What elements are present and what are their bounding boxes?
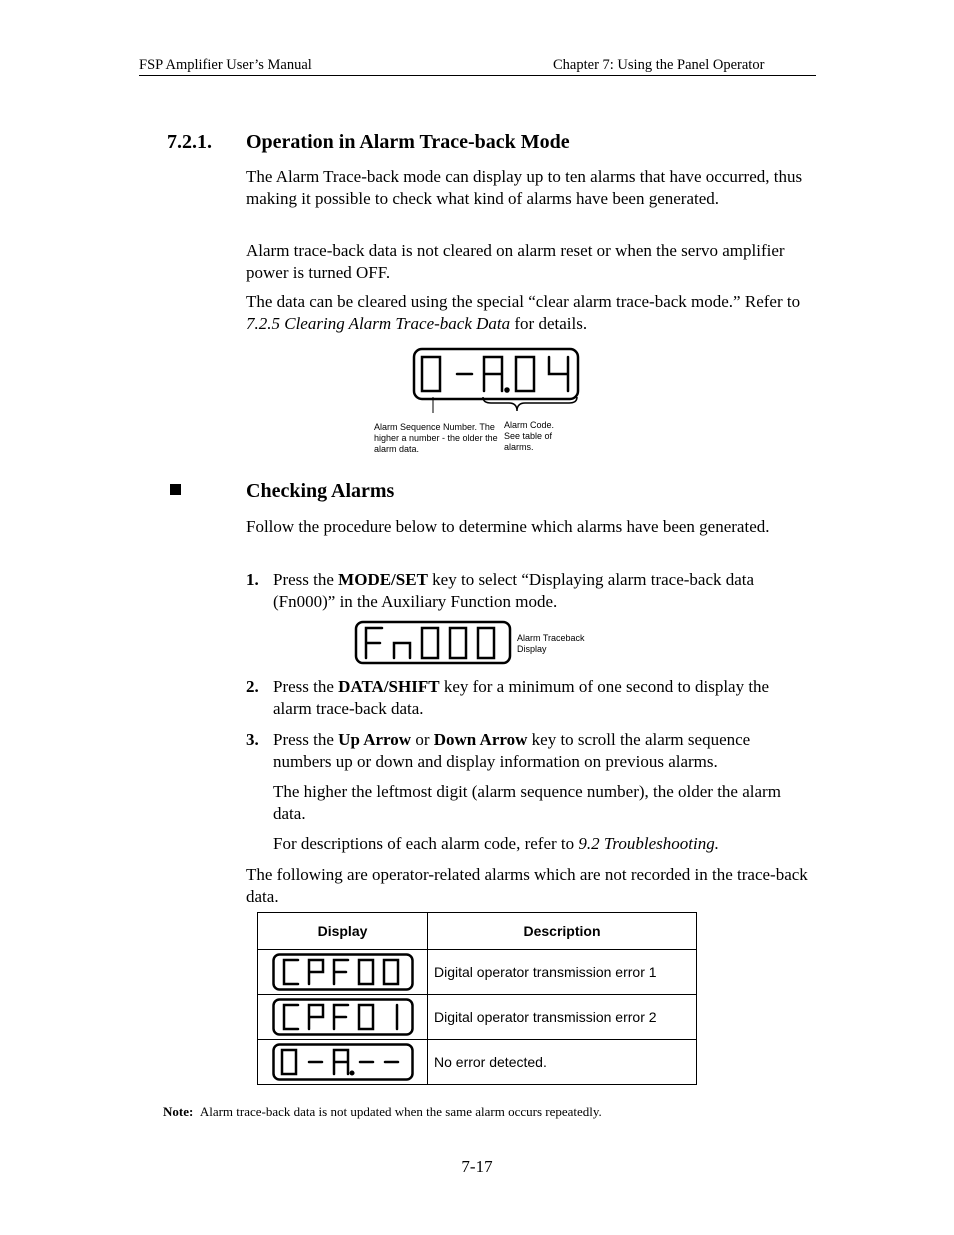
table-header-row [258, 913, 697, 950]
header-rule [139, 75, 816, 76]
seven-segment-display-fn000 [354, 620, 512, 666]
step-3-note-reference: For descriptions of each alarm code, refer to 9.2 Troubleshooting. [273, 834, 719, 853]
cross-reference: 9.2 Troubleshooting. [578, 834, 719, 853]
display-cell [258, 1040, 428, 1085]
square-bullet-icon [170, 484, 181, 495]
running-header-left: FSP Amplifier User’s Manual [139, 57, 312, 73]
step-1: 1. Press the MODE/SET key to select “Displaying alarm trace-back data (Fn000)” in the Auxiliary Function mode. [246, 570, 755, 611]
paragraph-intro: The Alarm Trace-back mode can display up to ten alarms that have occurred, thus making it possible to check what kind of alarms have been generated. [246, 167, 803, 208]
table-row [258, 950, 697, 995]
step-3-note-order: The higher the leftmost digit (alarm sequence number), the older the alarm data. [273, 782, 781, 823]
figure-callout-lines [425, 395, 585, 417]
seven-segment-display-no-error [272, 1043, 414, 1081]
cross-reference: 7.2.5 Clearing Alarm Trace-back Data [246, 313, 511, 333]
operator-alarms-table [257, 912, 697, 1085]
seven-segment-display-cpf00 [272, 953, 414, 991]
display-cell [258, 995, 428, 1040]
table-row [258, 1040, 697, 1085]
label-alarm-sequence-number: Alarm Sequence Number. The higher a number - the older the alarm data. [374, 422, 498, 454]
running-header-right: Chapter 7: Using the Panel Operator [553, 57, 765, 73]
footnote: Note: Alarm trace-back data is not updated when the same alarm occurs repeatedly. [163, 1104, 602, 1119]
label-alarm-traceback-display: Alarm Traceback Display [517, 633, 585, 654]
step-2: 2. Press the DATA/SHIFT key for a minimum of one second to display the alarm trace-back data. [246, 677, 770, 718]
section-number: 7.2.1. [167, 131, 212, 153]
description-cell: No error detected. [428, 1040, 697, 1085]
paragraph-operator-alarms: The following are operator-related alarms which are not recorded in the trace-back data. [246, 865, 808, 906]
description-cell: Digital operator transmission error 2 [428, 995, 697, 1040]
column-header-description: Description [428, 913, 697, 950]
step-3: 3. Press the Up Arrow or Down Arrow key to scroll the alarm sequence numbers up or down and display information on previous alarms. [246, 730, 751, 771]
subsection-title: Checking Alarms [246, 480, 395, 502]
table-row [258, 995, 697, 1040]
page-number: 7-17 [461, 1157, 493, 1176]
paragraph-persistence: Alarm trace-back data is not cleared on alarm reset or when the servo amplifier power is turned OFF. [246, 241, 785, 282]
column-header-display: Display [258, 913, 428, 950]
label-alarm-code: Alarm Code. See table of alarms. [504, 420, 555, 452]
description-cell: Digital operator transmission error 1 [428, 950, 697, 995]
seven-segment-display-cpf01 [272, 998, 414, 1036]
paragraph-clearing: The data can be cleared using the special “clear alarm trace-back mode.” Refer to 7.2.5 Clearing Alarm Trace-back Data for details. [246, 292, 801, 333]
section-title: Operation in Alarm Trace-back Mode [246, 131, 570, 153]
paragraph-checking-intro: Follow the procedure below to determine which alarms have been generated. [246, 517, 770, 536]
display-cell [258, 950, 428, 995]
